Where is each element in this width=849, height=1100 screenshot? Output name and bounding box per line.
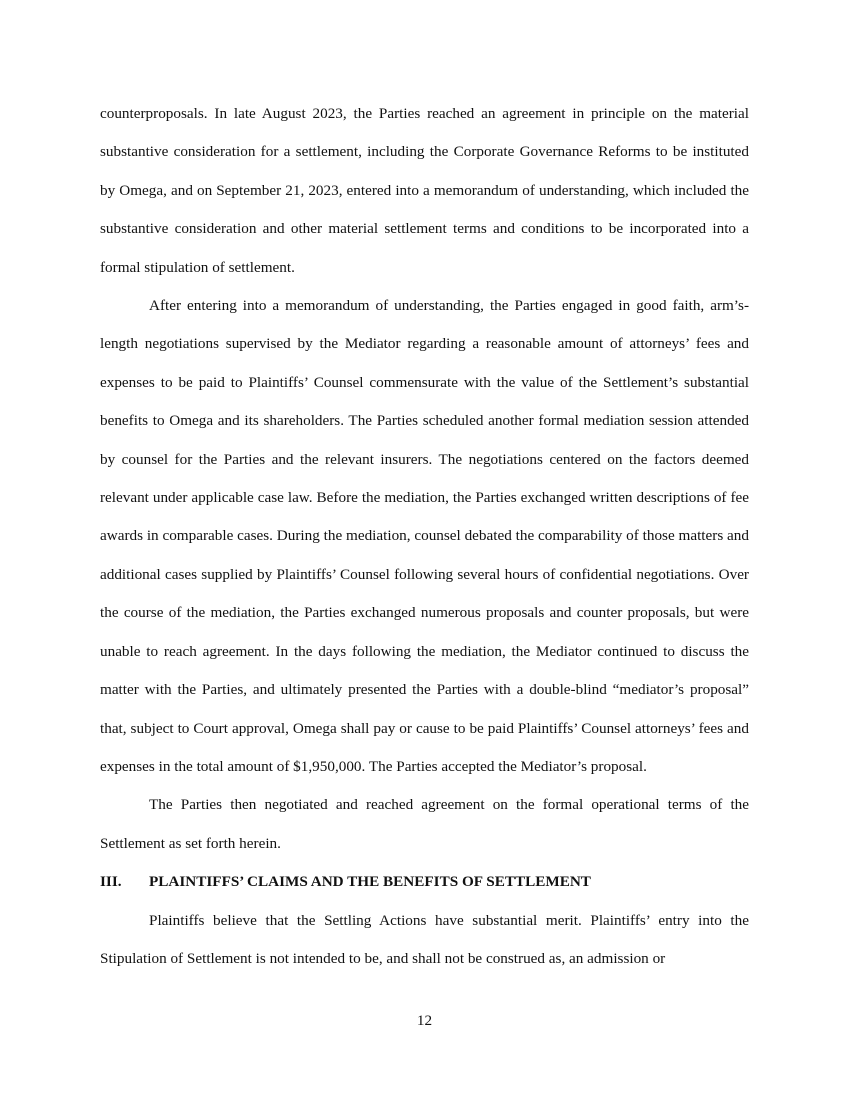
body-text (100, 95, 749, 978)
page-number: 12 (416, 1012, 433, 1029)
paragraph-plaintiffs-claims: Plaintiffs believe that the Settling Actions have substantial merit. Plaintiffs’ entry into the Stipulation of Settlement is not intended to be, and shall not be construed as, an admission or (100, 911, 749, 967)
section-heading (100, 863, 749, 901)
section-number: III. (100, 873, 122, 891)
paragraph-continuation: counterproposals. In late August 2023, the Parties reached an agreement in principle on the material substantive consideration for a settlement, including the Corporate Governance Reforms to be instituted by Omega, and on September 21, 2023, entered into a memorandum of understanding, which included the substantive consideration and other material settlement terms and conditions to be incorporated into a formal stipulation of settlement. (100, 105, 749, 276)
paragraph-operational-terms: The Parties then negotiated and reached agreement on the formal operational terms of the Settlement as set forth herein. (100, 796, 749, 852)
paragraph-fee-negotiations: After entering into a memorandum of understanding, the Parties engaged in good faith, arm’s-length negotiations supervised by the Mediator regarding a reasonable amount of attorneys’ fees and expenses to be paid to Plaintiffs’ Counsel commensurate with the value of the Settlement’s substantial benefits to Omega and its shareholders. The Parties scheduled another formal mediation session attended by counsel for the Parties and the relevant insurers. The negotiations centered on the factors deemed relevant under applicable case law. Before the mediation, the Parties exchanged written descriptions of fee awards in comparable cases. During the mediation, counsel debated the comparability of those matters and additional cases supplied by Plaintiffs’ Counsel following several hours of confidential negotiations. Over the course of the mediation, the Parties exchanged numerous proposals and counter proposals, but were unable to reach agreement. In the days following the mediation, the Mediator continued to discuss the matter with the Parties, and ultimately presented the Parties with a double-blind “mediator’s proposal” that, subject to Court approval, Omega shall pay or cause to be paid Plaintiffs’ Counsel attorneys’ fees and expenses in the total amount of $1,950,000. The Parties accepted the Mediator’s proposal. (100, 297, 749, 775)
section-title: PLAINTIFFS’ CLAIMS AND THE BENEFITS OF SETTLEMENT (149, 873, 591, 891)
